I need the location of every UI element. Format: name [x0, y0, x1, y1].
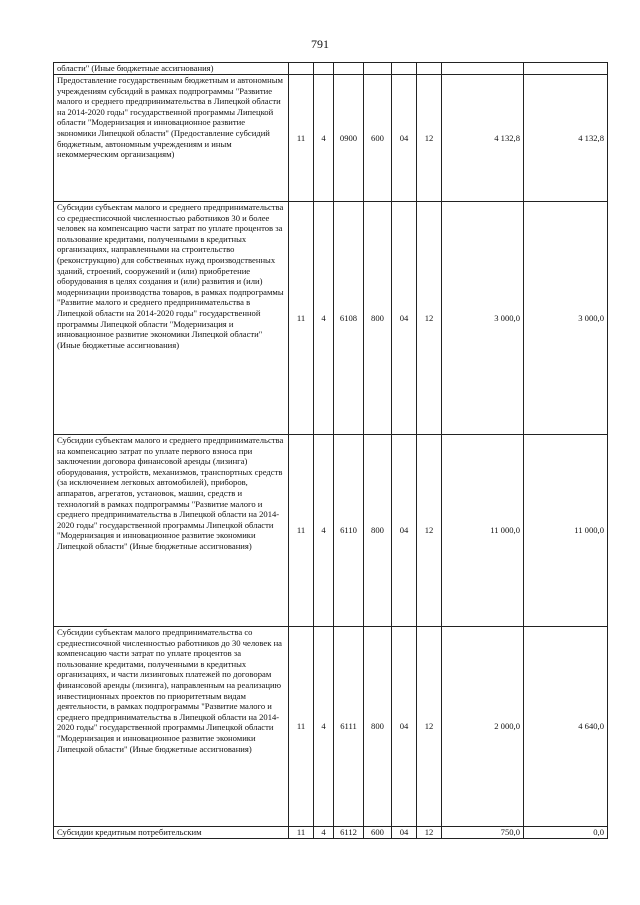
cell-section [392, 63, 417, 75]
cell-amount-2: 4 132,8 [524, 75, 608, 202]
cell-program: 0900 [334, 75, 364, 202]
table-row [54, 202, 608, 435]
cell-program: 6111 [334, 627, 364, 827]
cell-subchapter: 4 [314, 435, 334, 627]
cell-chapter: 11 [289, 627, 314, 827]
cell-program: 6108 [334, 202, 364, 435]
row-description: Субсидии субъектам малого и среднего предпринимательства на компенсацию затрат по уплате первого взноса при заключении договора финансовой аренды (лизинга) оборудования, устройств, механизмов, транспортных средств (за исключением легковых автомобилей), приборов, аппаратов, агрегатов, установок, машин, средств и технологий в рамках подпрограммы "Развитие малого и среднего предпринимательства в Липецкой области на 2014-2020 годы" государственной программы Липецкой области "Модернизация и инновационное развитие экономики Липецкой области" (Иные бюджетные ассигнования) [54, 435, 289, 627]
cell-section: 04 [392, 627, 417, 827]
cell-amount-2: 4 640,0 [524, 627, 608, 827]
row-description: Субсидии кредитным потребительским [54, 827, 289, 839]
table-row [54, 435, 608, 627]
cell-chapter: 11 [289, 202, 314, 435]
cell-subchapter: 4 [314, 202, 334, 435]
cell-type: 800 [364, 435, 392, 627]
cell-subchapter [314, 63, 334, 75]
cell-chapter: 11 [289, 75, 314, 202]
cell-amount-1: 750,0 [442, 827, 524, 839]
row-description: Субсидии субъектам малого и среднего предпринимательства со среднесписочной численностью работников 30 и более человек на компенсацию части затрат по уплате процентов за пользование кредитами, полученными в кредитных организациях, направленными на строительство (реконструкцию) для собственных нужд производственных зданий, строений, сооружений и (или) приобретение оборудования в целях создания и (или) развития и (или) модернизации производства товаров, в рамках подпрограммы "Развитие малого и среднего предпринимательства в Липецкой области на 2014-2020 годы" государственной программы Липецкой области "Модернизация и инновационное развитие экономики Липецкой области" (Иные бюджетные ассигнования) [54, 202, 289, 435]
cell-subsection: 12 [417, 827, 442, 839]
cell-subchapter: 4 [314, 827, 334, 839]
cell-subsection [417, 63, 442, 75]
cell-chapter: 11 [289, 435, 314, 627]
cell-type: 800 [364, 202, 392, 435]
cell-amount-2: 0,0 [524, 827, 608, 839]
cell-section: 04 [392, 827, 417, 839]
cell-amount-1: 11 000,0 [442, 435, 524, 627]
cell-subchapter: 4 [314, 627, 334, 827]
cell-amount-1: 4 132,8 [442, 75, 524, 202]
row-description: Субсидии субъектам малого предпринимательства со среднесписочной численностью работников до 30 человек на компенсацию части затрат по уплате процентов за пользование кредитами, полученными в кредитных организациях, и части лизинговых платежей по договорам финансовой аренды (лизинга), направленным на реализацию инвестиционных проектов по приоритетным видам деятельности, в рамках подпрограммы "Развитие малого и среднего предпринимательства в Липецкой области на 2014-2020 годы" государственной программы Липецкой области "Модернизация и инновационное развитие экономики Липецкой области" (Иные бюджетные ассигнования) [54, 627, 289, 827]
page-number: 791 [311, 37, 329, 51]
cell-subsection: 12 [417, 435, 442, 627]
cell-amount-1 [442, 63, 524, 75]
cell-amount-2: 3 000,0 [524, 202, 608, 435]
cell-program: 6112 [334, 827, 364, 839]
cell-subchapter: 4 [314, 75, 334, 202]
row-description: области" (Иные бюджетные ассигнования) [54, 63, 289, 75]
cell-type: 800 [364, 627, 392, 827]
table-row [54, 75, 608, 202]
row-description: Предоставление государственным бюджетным и автономным учреждениям субсидий в рамках подпрограммы "Развитие малого и среднего предпринимательства в Липецкой области на 2014-2020 годы" государственной программы Липецкой области "Модернизация и инновационное развитие экономики Липецкой области" (Предоставление субсидий бюджетным, автономным учреждениям и иным некоммерческим организациям) [54, 75, 289, 202]
cell-type [364, 63, 392, 75]
cell-section: 04 [392, 75, 417, 202]
cell-program [334, 63, 364, 75]
cell-type: 600 [364, 827, 392, 839]
table-row [54, 63, 608, 75]
cell-amount-2: 11 000,0 [524, 435, 608, 627]
cell-type: 600 [364, 75, 392, 202]
cell-chapter [289, 63, 314, 75]
cell-chapter: 11 [289, 827, 314, 839]
cell-section: 04 [392, 202, 417, 435]
cell-amount-2 [524, 63, 608, 75]
cell-section: 04 [392, 435, 417, 627]
cell-amount-1: 2 000,0 [442, 627, 524, 827]
cell-subsection: 12 [417, 75, 442, 202]
table-row [54, 627, 608, 827]
cell-subsection: 12 [417, 202, 442, 435]
budget-table [53, 62, 608, 839]
cell-amount-1: 3 000,0 [442, 202, 524, 435]
cell-subsection: 12 [417, 627, 442, 827]
cell-program: 6110 [334, 435, 364, 627]
table-row [54, 827, 608, 839]
